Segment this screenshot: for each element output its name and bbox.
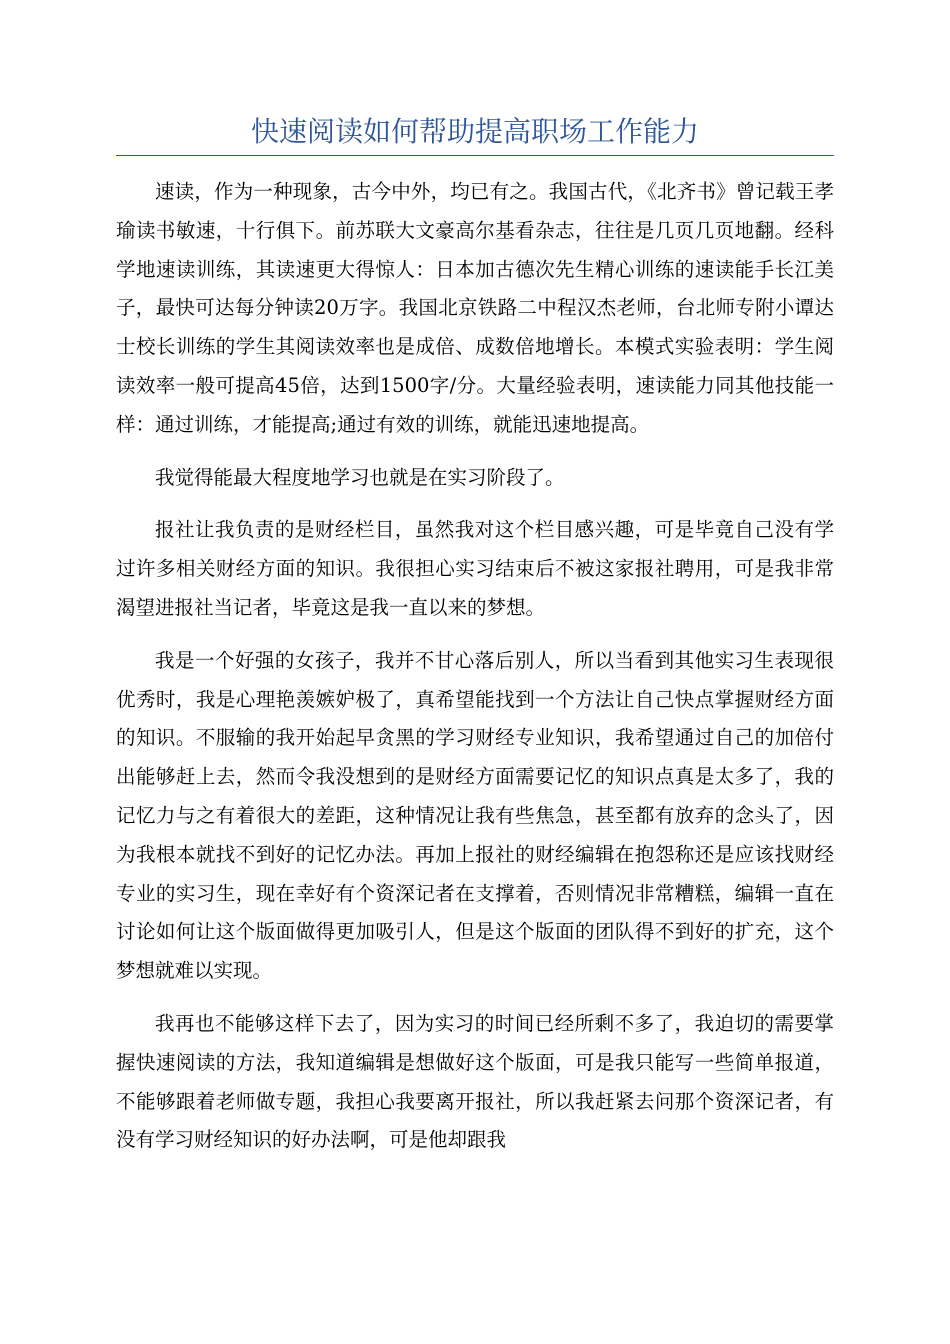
- paragraph: 速读，作为一种现象，古今中外，均已有之。我国古代，《北齐书》曾记载王孝瑜读书敏速，十行俱下。前苏联大文豪高尔基看杂志，往往是几页几页地翻。经科学地速读训练，其读速更大得惊人：日本加古德次先生精心训练的速读能手长江美子，最快可达每分钟读20万字。我国北京铁路二中程汉杰老师，台北师专附小谭达士校长训练的学生其阅读效率也是成倍、成数倍地增长。本模式实验表明：学生阅读效率一般可提高45倍，达到1500字/分。大量经验表明，速读能力同其他技能一样：通过训练，才能提高;通过有效的训练，就能迅速地提高。: [116, 180, 834, 436]
- paragraph: 报社让我负责的是财经栏目，虽然我对这个栏目感兴趣，可是毕竟自己没有学过许多相关财经方面的知识。我很担心实习结束后不被这家报社聘用，可是我非常渴望进报社当记者，毕竟这是我一直以来的梦想。: [116, 518, 834, 619]
- paragraph: 我觉得能最大程度地学习也就是在实习阶段了。: [155, 465, 565, 489]
- paragraph: 我是一个好强的女孩子，我并不甘心落后别人，所以当看到其他实习生表现很优秀时，我是心理艳羡嫉妒极了，真希望能找到一个方法让自己快点掌握财经方面的知识。不服输的我开始起早贪黑的学习财经专业知识，我希望通过自己的加倍付出能够赶上去，然而令我没想到的是财经方面需要记忆的知识点真是太多了，我的记忆力与之有着很大的差距，这种情况让我有些焦急，甚至都有放弃的念头了，因为我根本就找不到好的记忆办法。再加上报社的财经编辑在抱怨称还是应该找财经专业的实习生，现在幸好有个资深记者在支撑着，否则情况非常糟糕，编辑一直在讨论如何让这个版面做得更加吸引人，但是这个版面的团队得不到好的扩充，这个梦想就难以实现。: [116, 648, 834, 983]
- document-title: 快速阅读如何帮助提高职场工作能力: [250, 115, 699, 148]
- document-body: [116, 173, 834, 1174]
- title-underline: [116, 155, 834, 156]
- paragraph: 我再也不能够这样下去了，因为实习的时间已经所剩不多了，我迫切的需要掌握快速阅读的方法，我知道编辑是想做好这个版面，可是我只能写一些简单报道，不能够跟着老师做专题，我担心我要离开报社，所以我赶紧去问那个资深记者，有没有学习财经知识的好办法啊，可是他却跟我: [116, 1011, 834, 1152]
